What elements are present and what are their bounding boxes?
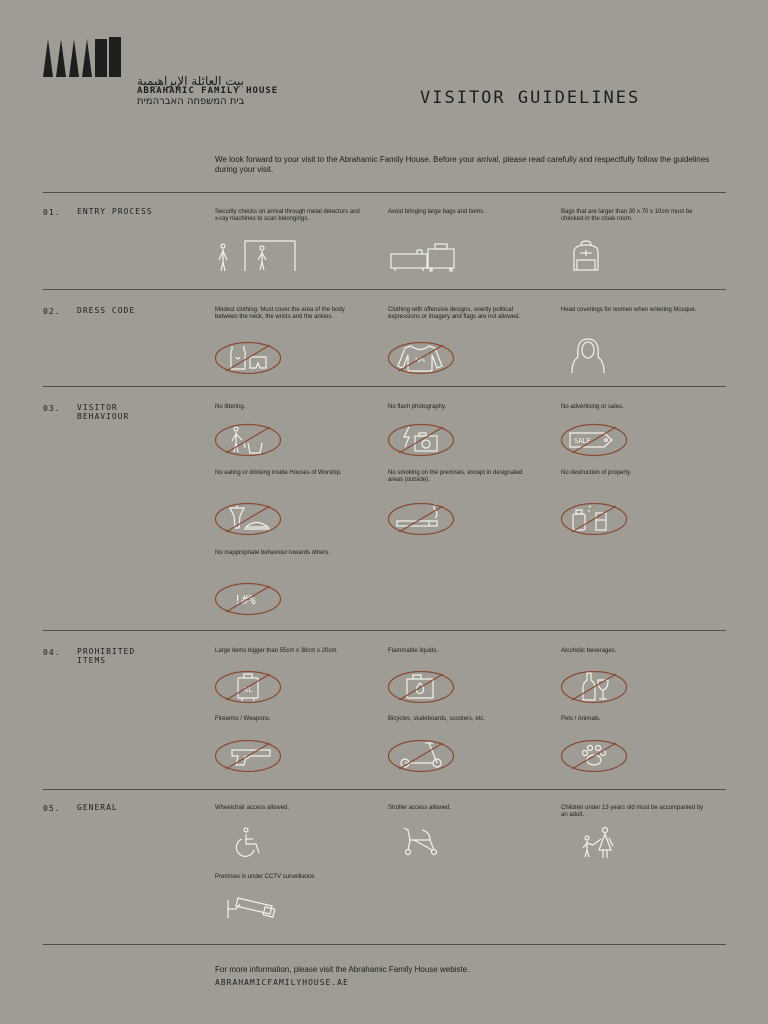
guideline-text: Flammable liquids.: [388, 648, 439, 654]
guideline-text: Modest clothing: Must cover the area of the body between the neck, the wrists and the ankles.: [215, 307, 345, 320]
divider: [43, 289, 726, 290]
guideline-text: Large items bigger than 55cm x 38cm x 20cm.: [215, 648, 339, 654]
guideline-text: Wheelchair access allowed.: [215, 805, 290, 811]
section-number: 05.: [43, 804, 61, 813]
guideline-text: No smoking on the premises, except in designated areas (outside).: [388, 470, 523, 483]
food-drink-icon: [214, 502, 282, 536]
adult-child-icon: [577, 826, 619, 860]
svg-text:?#%: ?#%: [414, 357, 425, 364]
guideline-text: Bags that are larger than 30 x 70 x 10cm must be checked in the cloak room.: [561, 209, 693, 222]
backpack-icon: [567, 240, 605, 272]
guideline-text: Security checks on arrival through metal detectors and x-ray machines to scan belongings.: [215, 209, 360, 222]
profanity-icon: [214, 582, 282, 616]
divider: [43, 192, 726, 193]
logo-hebrew-name: בית המשפחה האברהמית: [137, 96, 245, 107]
sale-tag-icon: [560, 423, 628, 457]
guideline-text: Bicycles, skateboards, scooters, etc.: [388, 716, 486, 722]
wheelchair-icon: [230, 826, 266, 858]
section-title: PROHIBITED ITEMS: [77, 647, 136, 665]
scooter-icon: [387, 739, 455, 773]
stroller-icon: [400, 826, 442, 856]
section-number: 01.: [43, 208, 61, 217]
gun-icon: [214, 739, 282, 773]
profanity-label: !#%: [234, 593, 256, 607]
guideline-text: No littering.: [215, 404, 246, 410]
section-number: 03.: [43, 404, 61, 413]
guideline-text: Premises is under CCTV surveillance.: [215, 874, 317, 880]
guideline-text: No eating or drinking inside Houses of Worship.: [215, 470, 342, 476]
offensive-shirt-icon: [387, 341, 455, 375]
section-title: GENERAL: [77, 803, 118, 812]
guideline-text: No flash photography.: [388, 404, 447, 410]
logo-arabic-name: بيت العائلة الإبراهيمية: [137, 74, 244, 88]
guideline-text: No inappropriate behaviour towards others.: [215, 550, 331, 556]
guideline-text: Head coverings for women when entering Mosque.: [561, 307, 697, 313]
flash-camera-icon: [387, 423, 455, 457]
metal-detector-icon: [213, 238, 299, 274]
guideline-text: Alcoholic beverages.: [561, 648, 617, 654]
divider: [43, 789, 726, 790]
guideline-text: Stroller access allowed.: [388, 805, 452, 811]
footer-text: For more information, please visit the Abrahamic Family House webiste.: [215, 965, 470, 974]
section-title: ENTRY PROCESS: [77, 207, 153, 216]
section-title: VISITOR BEHAVIOUR: [77, 403, 130, 421]
guideline-text: No destruction of property.: [561, 470, 632, 476]
guideline-text: Clothing with offensive designs, overtly political expressions or imagery and flags are not allowed.: [388, 307, 521, 320]
luggage-icon: [390, 240, 456, 272]
sale-label: SALE: [574, 437, 591, 445]
bottle-glass-icon: [560, 670, 628, 704]
fuel-can-icon: [387, 670, 455, 704]
large-suitcase-icon: [214, 670, 282, 704]
guideline-text: No advertising or sales.: [561, 404, 624, 410]
divider: [43, 630, 726, 631]
guideline-text: Firearms / Weapons.: [215, 716, 271, 722]
guideline-text: Children under 13 years old must be accompanied by an adult.: [561, 805, 704, 818]
logo-english-name: ABRAHAMIC FAMILY HOUSE: [137, 86, 279, 96]
section-number: 04.: [43, 648, 61, 657]
svg-text:XL: XL: [244, 686, 253, 694]
section-title: DRESS CODE: [77, 306, 136, 315]
guideline-text: Pets / Animals.: [561, 716, 601, 722]
cctv-camera-icon: [226, 896, 280, 922]
section-number: 02.: [43, 307, 61, 316]
head-covering-icon: [568, 337, 608, 375]
logo: [43, 37, 121, 82]
spray-can-icon: [560, 502, 628, 536]
divider: [43, 386, 726, 387]
intro-text: We look forward to your visit to the Abrahamic Family House. Before your arrival, please read carefully and respectfully follow the guidelines during your visit.: [215, 155, 710, 174]
divider: [43, 944, 726, 945]
paw-icon: [560, 739, 628, 773]
littering-icon: [214, 423, 282, 457]
guideline-text: Avoid bringing large bags and items.: [388, 209, 485, 215]
page-title: VISITOR GUIDELINES: [420, 88, 641, 108]
revealing-clothing-icon: [214, 341, 282, 375]
cigarette-icon: [387, 502, 455, 536]
website-link[interactable]: ABRAHAMICFAMILYHOUSE.AE: [215, 978, 349, 987]
